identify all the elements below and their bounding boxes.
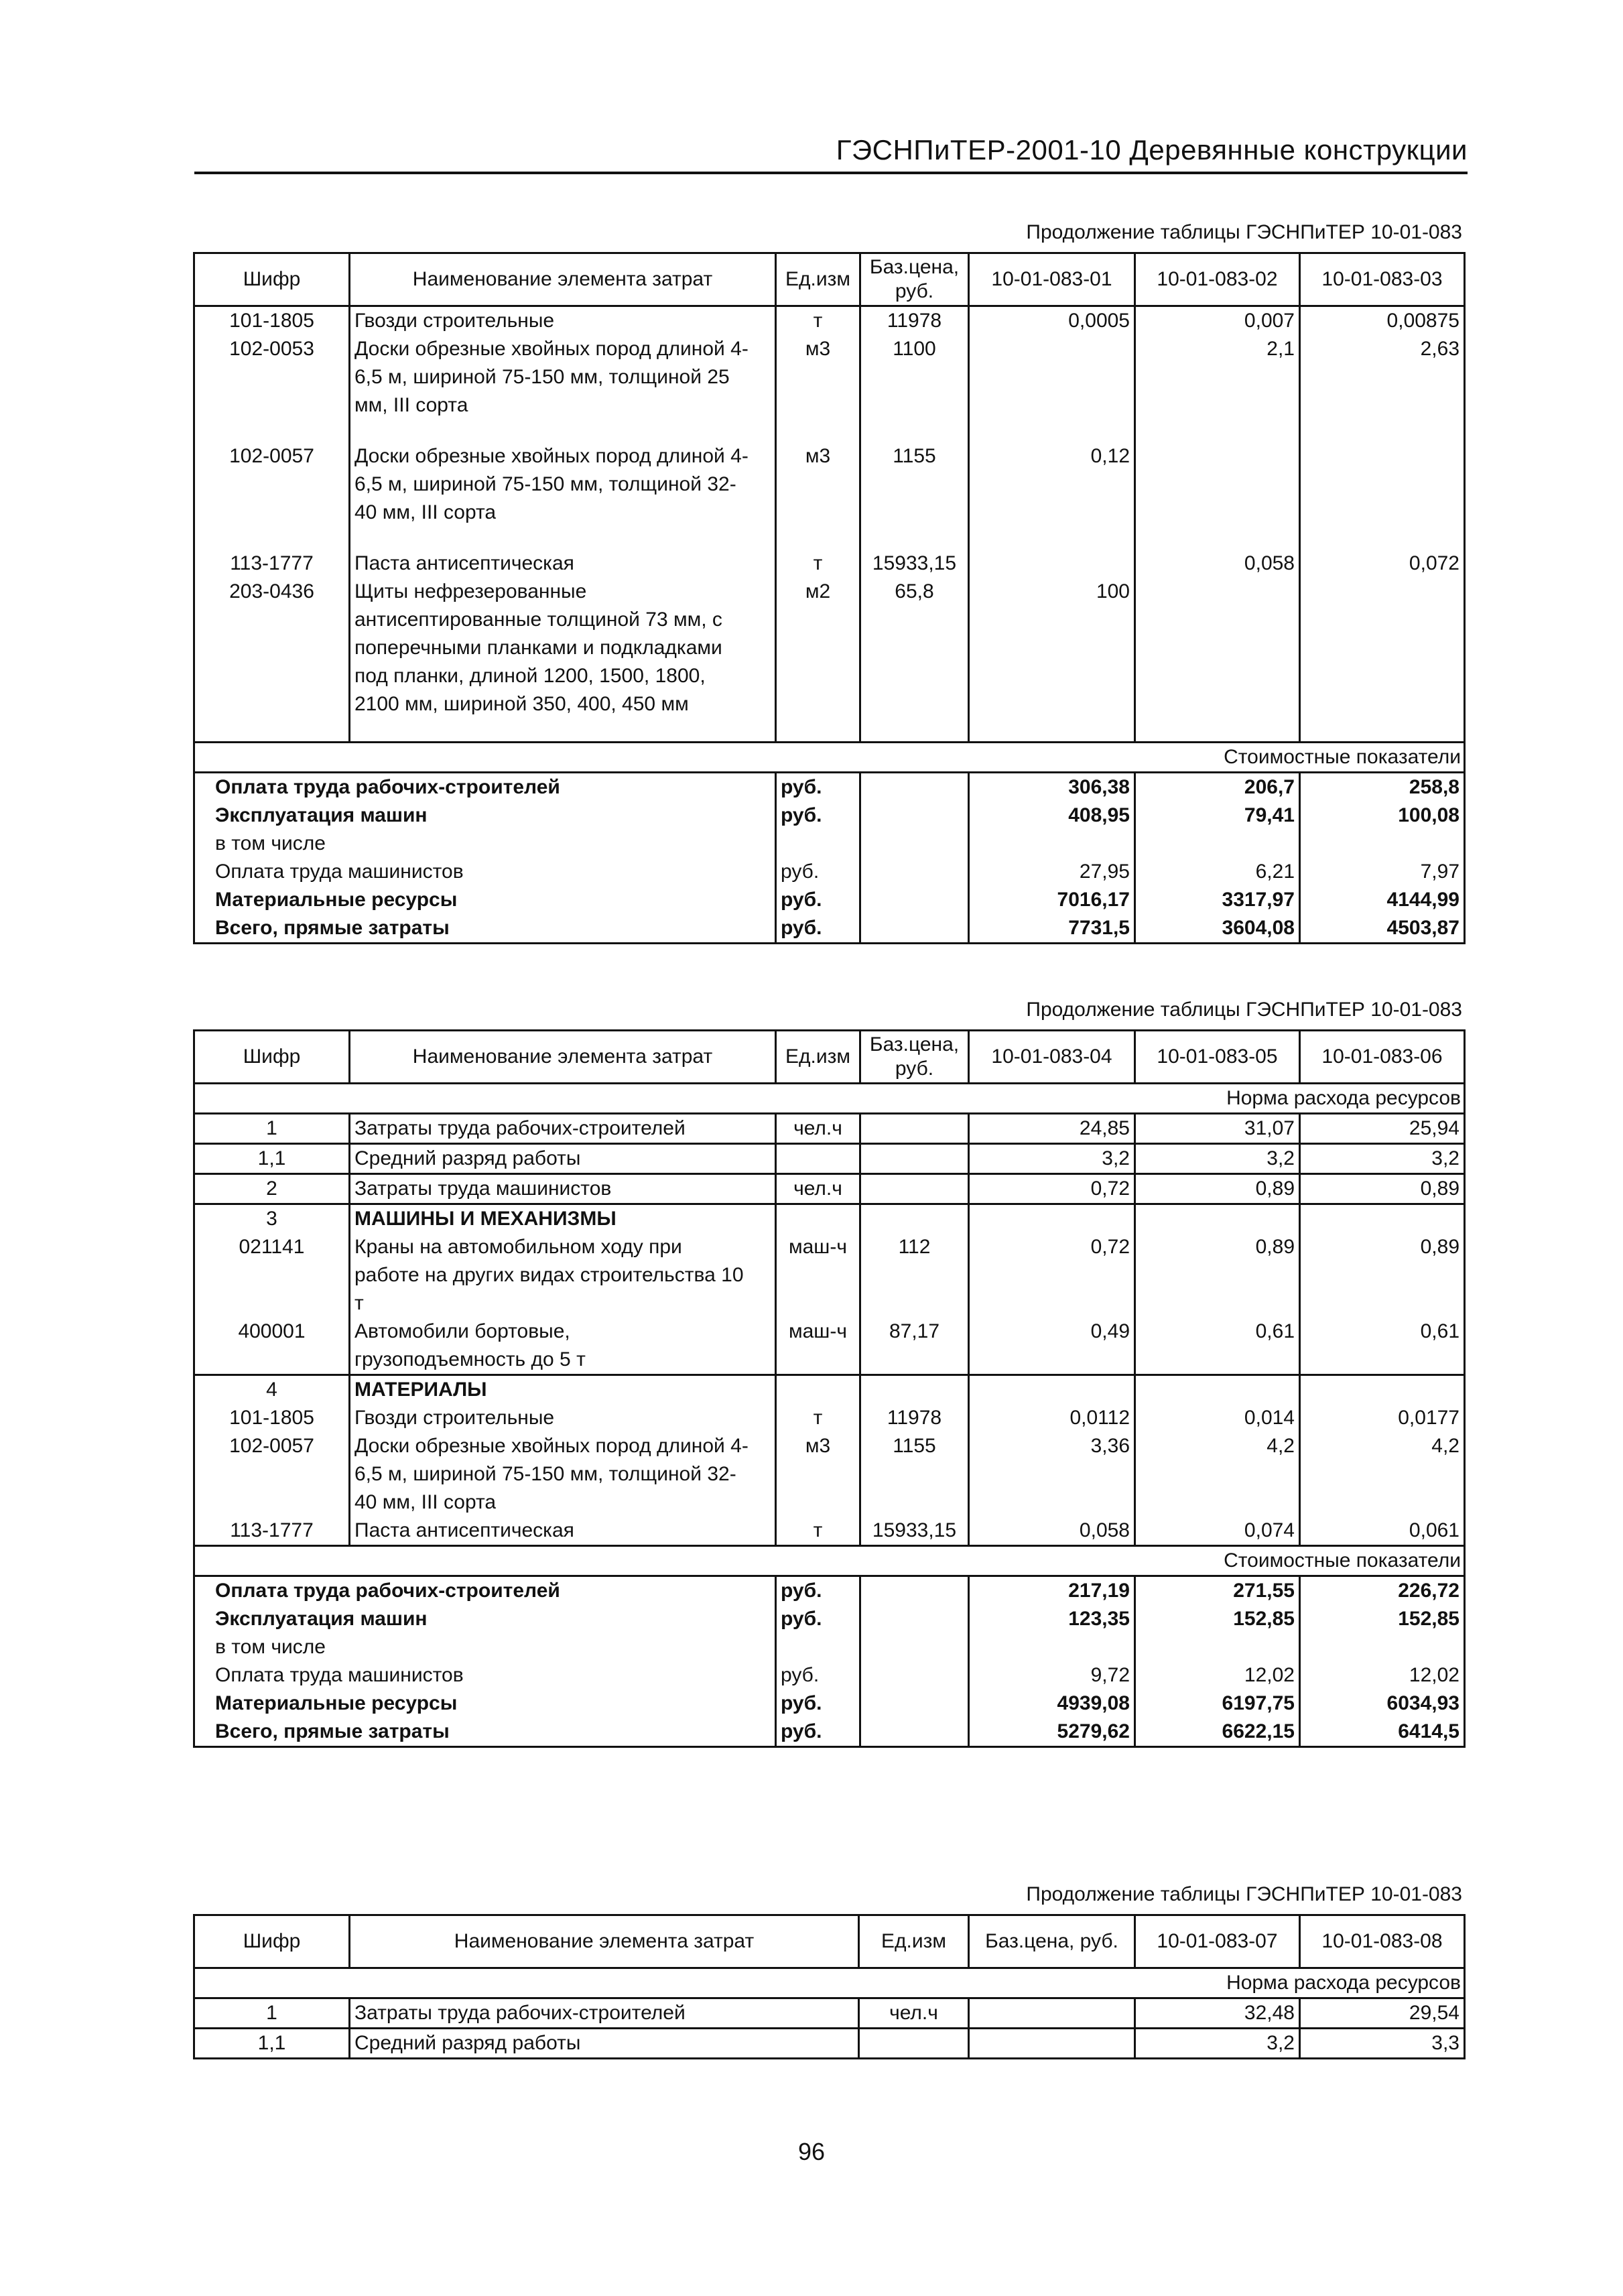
cost-label: Всего, прямые затраты: [194, 914, 776, 944]
table2-header-row: [194, 1031, 1465, 1084]
item-name: Паста антисептическая: [350, 1517, 776, 1546]
cost-value: 3604,08: [1135, 914, 1300, 944]
norm-value: 0,89: [1135, 1174, 1300, 1204]
col-norm-3: 10-01-083-03: [1300, 253, 1465, 306]
cost-unit: [776, 830, 860, 858]
spacer-cell: [350, 718, 776, 743]
cost-value: 152,85: [1135, 1605, 1300, 1633]
cost-row: [194, 1661, 1465, 1689]
table-row: [194, 1404, 1465, 1432]
norm-value: 3,2: [1135, 1144, 1300, 1174]
table-row: [194, 1114, 1465, 1144]
cost-row: [194, 1576, 1465, 1606]
item-name: Доски обрезные хвойных пород длиной 4- 6,5 м, шириной 75-150 мм, толщиной 25 мм, III сорта: [350, 335, 776, 420]
item-unit: т: [776, 306, 860, 336]
cost-label: Материальные ресурсы: [194, 886, 776, 914]
norm-value: [969, 1204, 1135, 1234]
item-name: Затраты труда машинистов: [350, 1174, 776, 1204]
col-name-header: Наименование элемента затрат: [350, 1915, 859, 1968]
norm-value: 0,00875: [1300, 306, 1465, 336]
norm-value: [1135, 578, 1300, 718]
norm-value: 0,72: [969, 1174, 1135, 1204]
table-row: [194, 550, 1465, 578]
norm-value: [1300, 578, 1465, 718]
table-row: [194, 442, 1465, 527]
norm-value: [1135, 1204, 1300, 1234]
col-norm-2: 10-01-083-02: [1135, 253, 1300, 306]
cost-value: 4503,87: [1300, 914, 1465, 944]
item-code: 102-0057: [194, 442, 350, 527]
cost-unit: руб.: [776, 858, 860, 886]
cost-value: 3317,97: [1135, 886, 1300, 914]
cost-label: Оплата труда рабочих-строителей: [194, 1576, 776, 1606]
cost-price: [860, 1633, 969, 1661]
cost-label: Материальные ресурсы: [194, 1689, 776, 1718]
cost-value: [969, 830, 1135, 858]
spacer-cell: [194, 420, 350, 442]
norm-value: 0,007: [1135, 306, 1300, 336]
cost-price: [860, 830, 969, 858]
col-unit-header: Ед.изм: [859, 1915, 969, 1968]
item-code: 113-1777: [194, 550, 350, 578]
norm-value: 0,061: [1300, 1517, 1465, 1546]
table1: [193, 252, 1466, 944]
cost-unit: руб.: [776, 886, 860, 914]
col-norm-8: 10-01-083-08: [1300, 1915, 1465, 1968]
cost-unit: руб.: [776, 773, 860, 802]
table-row: [194, 1233, 1465, 1318]
item-unit: [776, 1375, 860, 1405]
norm-value: 0,89: [1300, 1233, 1465, 1318]
table-row: [194, 2029, 1465, 2059]
item-name: Гвозди строительные: [350, 306, 776, 336]
cost-value: 4144,99: [1300, 886, 1465, 914]
norm-value: 0,058: [1135, 550, 1300, 578]
item-price: 1155: [860, 1432, 969, 1517]
norm-value: [969, 550, 1135, 578]
table-row: [194, 335, 1465, 420]
spacer-cell: [194, 718, 350, 743]
item-code: 3: [194, 1204, 350, 1234]
table-row: [194, 1174, 1465, 1204]
table-row: [194, 1998, 1465, 2029]
col-name-header: Наименование элемента затрат: [350, 253, 776, 306]
item-price: 1155: [860, 442, 969, 527]
norm-value: [1135, 1375, 1300, 1405]
page-number: 96: [797, 2138, 826, 2165]
item-price: [860, 1144, 969, 1174]
spacer-cell: [1135, 420, 1300, 442]
spacer-cell: [776, 420, 860, 442]
spacer-cell: [350, 420, 776, 442]
cost-price: [860, 886, 969, 914]
item-name: МАТЕРИАЛЫ: [350, 1375, 776, 1405]
spacer-cell: [194, 527, 350, 550]
cost-value: 306,38: [969, 773, 1135, 802]
item-code: 101-1805: [194, 306, 350, 336]
row-spacer: [194, 718, 1465, 743]
cost-value: 79,41: [1135, 802, 1300, 830]
item-code: 1: [194, 1114, 350, 1144]
cost-value: 226,72: [1300, 1576, 1465, 1606]
item-price: 112: [860, 1233, 969, 1318]
norm-value: 0,72: [969, 1233, 1135, 1318]
spacer-cell: [776, 718, 860, 743]
cost-price: [860, 773, 969, 802]
spacer-cell: [860, 420, 969, 442]
cost-value: 12,02: [1300, 1661, 1465, 1689]
norm-value: 0,014: [1135, 1404, 1300, 1432]
cost-value: 12,02: [1135, 1661, 1300, 1689]
cost-value: 4939,08: [969, 1689, 1135, 1718]
col-code-header: Шифр: [194, 1915, 350, 1968]
item-unit: [859, 2029, 969, 2059]
spacer-cell: [1135, 527, 1300, 550]
item-code: 101-1805: [194, 1404, 350, 1432]
cost-row: [194, 830, 1465, 858]
table-row: [194, 1432, 1465, 1517]
norm-value: 0,61: [1135, 1318, 1300, 1375]
cost-row: [194, 773, 1465, 802]
norm-value: [1135, 442, 1300, 527]
item-price: [860, 1174, 969, 1204]
page-header: ГЭСНПиТЕР-2001-10 Деревянные конструкции: [194, 134, 1468, 174]
norm-value: 0,072: [1300, 550, 1465, 578]
cost-value: 6414,5: [1300, 1718, 1465, 1747]
section-banner: [194, 743, 1465, 773]
cost-label: в том числе: [194, 1633, 776, 1661]
cost-row: [194, 1605, 1465, 1633]
item-name: Средний разряд работы: [350, 1144, 776, 1174]
item-code: 021141: [194, 1233, 350, 1318]
cost-value: 6034,93: [1300, 1689, 1465, 1718]
cost-value: 5279,62: [969, 1718, 1135, 1747]
cost-value: 100,08: [1300, 802, 1465, 830]
norm-value: 32,48: [1135, 1998, 1300, 2029]
col-norm-6: 10-01-083-06: [1300, 1031, 1465, 1084]
item-code: 4: [194, 1375, 350, 1405]
item-price: 15933,15: [860, 1517, 969, 1546]
cost-value: [969, 1633, 1135, 1661]
norm-value: [969, 335, 1135, 420]
norm-value: 3,36: [969, 1432, 1135, 1517]
norm-value: 2,63: [1300, 335, 1465, 420]
norm-value: 0,49: [969, 1318, 1135, 1375]
cost-price: [860, 1718, 969, 1747]
item-code: 113-1777: [194, 1517, 350, 1546]
item-price: 11978: [860, 306, 969, 336]
cost-row: [194, 1689, 1465, 1718]
cost-unit: руб.: [776, 1576, 860, 1606]
cost-row: [194, 914, 1465, 944]
row-spacer: [194, 420, 1465, 442]
item-price: [969, 1998, 1135, 2029]
norm-value: 0,058: [969, 1517, 1135, 1546]
cost-unit: руб.: [776, 1661, 860, 1689]
norm-value: 0,12: [969, 442, 1135, 527]
item-unit: т: [776, 1517, 860, 1546]
norm-value: 0,0177: [1300, 1404, 1465, 1432]
norm-value: 4,2: [1300, 1432, 1465, 1517]
table3-header-row: [194, 1915, 1465, 1968]
norm-value: 0,89: [1300, 1174, 1465, 1204]
table3-continuation: Продолжение таблицы ГЭСНПиТЕР 10-01-083: [1026, 1883, 1462, 1905]
item-unit: [776, 1144, 860, 1174]
table1-header-row: [194, 253, 1465, 306]
item-unit: м3: [776, 442, 860, 527]
cost-price: [860, 1576, 969, 1606]
table-row: [194, 1375, 1465, 1405]
cost-value: 408,95: [969, 802, 1135, 830]
item-price: [860, 1375, 969, 1405]
spacer-cell: [1300, 527, 1465, 550]
item-code: 1: [194, 1998, 350, 2029]
norm-value: 0,89: [1135, 1233, 1300, 1318]
item-name: Доски обрезные хвойных пород длиной 4- 6,5 м, шириной 75-150 мм, толщиной 32- 40 мм, III сорта: [350, 1432, 776, 1517]
spacer-cell: [860, 718, 969, 743]
cost-value: 217,19: [969, 1576, 1135, 1606]
item-code: 203-0436: [194, 578, 350, 718]
col-unit-header: Ед.изм: [776, 253, 860, 306]
col-norm-5: 10-01-083-05: [1135, 1031, 1300, 1084]
col-name-header: Наименование элемента затрат: [350, 1031, 776, 1084]
item-unit: т: [776, 550, 860, 578]
cost-label: Оплата труда машинистов: [194, 1661, 776, 1689]
cost-unit: [776, 1633, 860, 1661]
banner-label: Норма расхода ресурсов: [194, 1084, 1465, 1114]
item-price: 15933,15: [860, 550, 969, 578]
norm-value: 0,0112: [969, 1404, 1135, 1432]
table-row: [194, 1204, 1465, 1234]
cost-row: [194, 858, 1465, 886]
cost-value: [1135, 1633, 1300, 1661]
norm-value: [1300, 1204, 1465, 1234]
cost-value: 27,95: [969, 858, 1135, 886]
cost-value: 6622,15: [1135, 1718, 1300, 1747]
cost-unit: руб.: [776, 914, 860, 944]
cost-row: [194, 886, 1465, 914]
cost-unit: руб.: [776, 1605, 860, 1633]
cost-value: [1300, 830, 1465, 858]
item-price: 65,8: [860, 578, 969, 718]
cost-label: Эксплуатация машин: [194, 1605, 776, 1633]
cost-label: в том числе: [194, 830, 776, 858]
norm-value: 100: [969, 578, 1135, 718]
col-code-header: Шифр: [194, 253, 350, 306]
cost-price: [860, 1605, 969, 1633]
cost-row: [194, 1633, 1465, 1661]
norm-value: 3,2: [969, 1144, 1135, 1174]
cost-value: 7,97: [1300, 858, 1465, 886]
norm-value: [969, 1375, 1135, 1405]
item-code: 102-0057: [194, 1432, 350, 1517]
item-code: 102-0053: [194, 335, 350, 420]
col-norm-4: 10-01-083-04: [969, 1031, 1135, 1084]
item-unit: маш-ч: [776, 1233, 860, 1318]
spacer-cell: [776, 527, 860, 550]
cost-value: 123,35: [969, 1605, 1135, 1633]
spacer-cell: [350, 527, 776, 550]
col-unit-header: Ед.изм: [776, 1031, 860, 1084]
table-row: [194, 306, 1465, 336]
item-unit: [776, 1204, 860, 1234]
item-price: 87,17: [860, 1318, 969, 1375]
table2: [193, 1029, 1466, 1748]
cost-unit: руб.: [776, 802, 860, 830]
cost-label: Эксплуатация машин: [194, 802, 776, 830]
cost-value: 6,21: [1135, 858, 1300, 886]
item-name: Автомобили бортовые, грузоподъемность до 5 т: [350, 1318, 776, 1375]
table-row: [194, 578, 1465, 718]
norm-value: 29,54: [1300, 1998, 1465, 2029]
norm-value: [1300, 1375, 1465, 1405]
item-name: Краны на автомобильном ходу при работе на других видах строительства 10 т: [350, 1233, 776, 1318]
norm-value: 0,0005: [969, 306, 1135, 336]
row-spacer: [194, 527, 1465, 550]
item-code: 2: [194, 1174, 350, 1204]
item-unit: чел.ч: [776, 1174, 860, 1204]
item-name: Затраты труда рабочих-строителей: [350, 1998, 859, 2029]
item-unit: чел.ч: [776, 1114, 860, 1144]
table3: [193, 1914, 1466, 2059]
norm-value: 3,2: [1300, 1144, 1465, 1174]
cost-row: [194, 802, 1465, 830]
spacer-cell: [1135, 718, 1300, 743]
cost-price: [860, 1689, 969, 1718]
col-norm-7: 10-01-083-07: [1135, 1915, 1300, 1968]
section-banner: [194, 1084, 1465, 1114]
table-row: [194, 1144, 1465, 1174]
item-price: [860, 1204, 969, 1234]
item-unit: м3: [776, 1432, 860, 1517]
norm-value: 3,2: [1135, 2029, 1300, 2059]
item-code: 1,1: [194, 1144, 350, 1174]
spacer-cell: [969, 718, 1135, 743]
item-price: 11978: [860, 1404, 969, 1432]
cost-value: 7016,17: [969, 886, 1135, 914]
col-norm-1: 10-01-083-01: [969, 253, 1135, 306]
item-unit: м3: [776, 335, 860, 420]
cost-value: 7731,5: [969, 914, 1135, 944]
item-price: 1100: [860, 335, 969, 420]
cost-value: 9,72: [969, 1661, 1135, 1689]
col-price-header: Баз.цена, руб.: [860, 253, 969, 306]
norm-value: 25,94: [1300, 1114, 1465, 1144]
cost-value: [1300, 1633, 1465, 1661]
norm-value: 0,074: [1135, 1517, 1300, 1546]
item-name: Доски обрезные хвойных пород длиной 4- 6,5 м, шириной 75-150 мм, толщиной 32- 40 мм, III сорта: [350, 442, 776, 527]
table-row: [194, 1517, 1465, 1546]
col-price-header: Баз.цена, руб.: [969, 1915, 1135, 1968]
norm-value: 31,07: [1135, 1114, 1300, 1144]
spacer-cell: [1300, 420, 1465, 442]
cost-label: Оплата труда рабочих-строителей: [194, 773, 776, 802]
cost-label: Всего, прямые затраты: [194, 1718, 776, 1747]
item-name: Гвозди строительные: [350, 1404, 776, 1432]
cost-price: [860, 914, 969, 944]
cost-value: 152,85: [1300, 1605, 1465, 1633]
norm-value: 3,3: [1300, 2029, 1465, 2059]
banner-label: Стоимостные показатели: [194, 743, 1465, 773]
cost-value: 258,8: [1300, 773, 1465, 802]
cost-value: [1135, 830, 1300, 858]
banner-label: Стоимостные показатели: [194, 1546, 1465, 1576]
section-banner: [194, 1546, 1465, 1576]
norm-value: 2,1: [1135, 335, 1300, 420]
item-name: Затраты труда рабочих-строителей: [350, 1114, 776, 1144]
item-unit: м2: [776, 578, 860, 718]
spacer-cell: [1300, 718, 1465, 743]
item-code: 1,1: [194, 2029, 350, 2059]
spacer-cell: [860, 527, 969, 550]
cost-unit: руб.: [776, 1689, 860, 1718]
cost-value: 271,55: [1135, 1576, 1300, 1606]
item-code: 400001: [194, 1318, 350, 1375]
col-price-header: Баз.цена, руб.: [860, 1031, 969, 1084]
item-unit: чел.ч: [859, 1998, 969, 2029]
item-name: МАШИНЫ И МЕХАНИЗМЫ: [350, 1204, 776, 1234]
table-row: [194, 1318, 1465, 1375]
item-name: Щиты нефрезерованные антисептированные толщиной 73 мм, с поперечными планками и подкладками под планки, длиной 1200, 1500, 1800, 2100 мм, шириной 350, 400, 450 мм: [350, 578, 776, 718]
col-code-header: Шифр: [194, 1031, 350, 1084]
table2-continuation: Продолжение таблицы ГЭСНПиТЕР 10-01-083: [1026, 999, 1462, 1021]
item-name: Средний разряд работы: [350, 2029, 859, 2059]
cost-value: 206,7: [1135, 773, 1300, 802]
cost-row: [194, 1718, 1465, 1747]
norm-value: 4,2: [1135, 1432, 1300, 1517]
section-banner: [194, 1968, 1465, 1998]
spacer-cell: [969, 420, 1135, 442]
cost-value: 6197,75: [1135, 1689, 1300, 1718]
banner-label: Норма расхода ресурсов: [194, 1968, 1465, 1998]
cost-label: Оплата труда машинистов: [194, 858, 776, 886]
cost-price: [860, 802, 969, 830]
norm-value: 0,61: [1300, 1318, 1465, 1375]
norm-value: [1300, 442, 1465, 527]
spacer-cell: [969, 527, 1135, 550]
cost-unit: руб.: [776, 1718, 860, 1747]
item-unit: маш-ч: [776, 1318, 860, 1375]
item-price: [860, 1114, 969, 1144]
norm-value: 24,85: [969, 1114, 1135, 1144]
cost-price: [860, 1661, 969, 1689]
item-name: Паста антисептическая: [350, 550, 776, 578]
table1-continuation: Продолжение таблицы ГЭСНПиТЕР 10-01-083: [1026, 221, 1462, 243]
cost-price: [860, 858, 969, 886]
item-unit: т: [776, 1404, 860, 1432]
item-price: [969, 2029, 1135, 2059]
